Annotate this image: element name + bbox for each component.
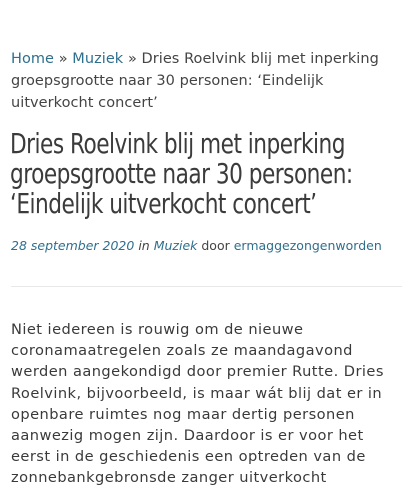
meta-in-label: in [138,238,150,253]
article-author-link[interactable]: ermaggezongenworden [233,238,382,253]
breadcrumb-separator: » [127,51,137,67]
article-date-link[interactable]: 28 september 2020 [11,238,135,253]
breadcrumb-home-link[interactable]: Home [11,51,55,67]
breadcrumb [11,48,403,114]
article-title: Dries Roelvink blij met inperking groepsgrootte naar 30 personen: ‘Eindelijk uitverkocht concert’ [10,127,353,220]
breadcrumb-separator: » [58,51,68,67]
breadcrumb-category-link[interactable]: Muziek [72,51,124,67]
article-category-link[interactable]: Muziek [153,238,198,253]
breadcrumb-current-page: Dries Roelvink blij met inperking groepsgrootte naar 30 personen: ‘Eindelijk uitverkocht concert’ [11,51,379,111]
meta-by-label: door [201,238,230,253]
header-divider [11,286,402,287]
article-body-paragraph: Niet iedereen is rouwig om de nieuwe coronamaatregelen zoals ze maandagavond werden aangekondigd door premier Rutte. Dries Roelvink, bijvoorbeeld, is maar wát blij dat er in openbare ruimtes nog maar dertig personen aanwezig mogen zijn. Daardoor is er voor het eerst in de geschiedenis een optreden van de zonnebankgebronsde zanger uitverkocht [11,321,384,487]
article-meta [11,236,382,256]
